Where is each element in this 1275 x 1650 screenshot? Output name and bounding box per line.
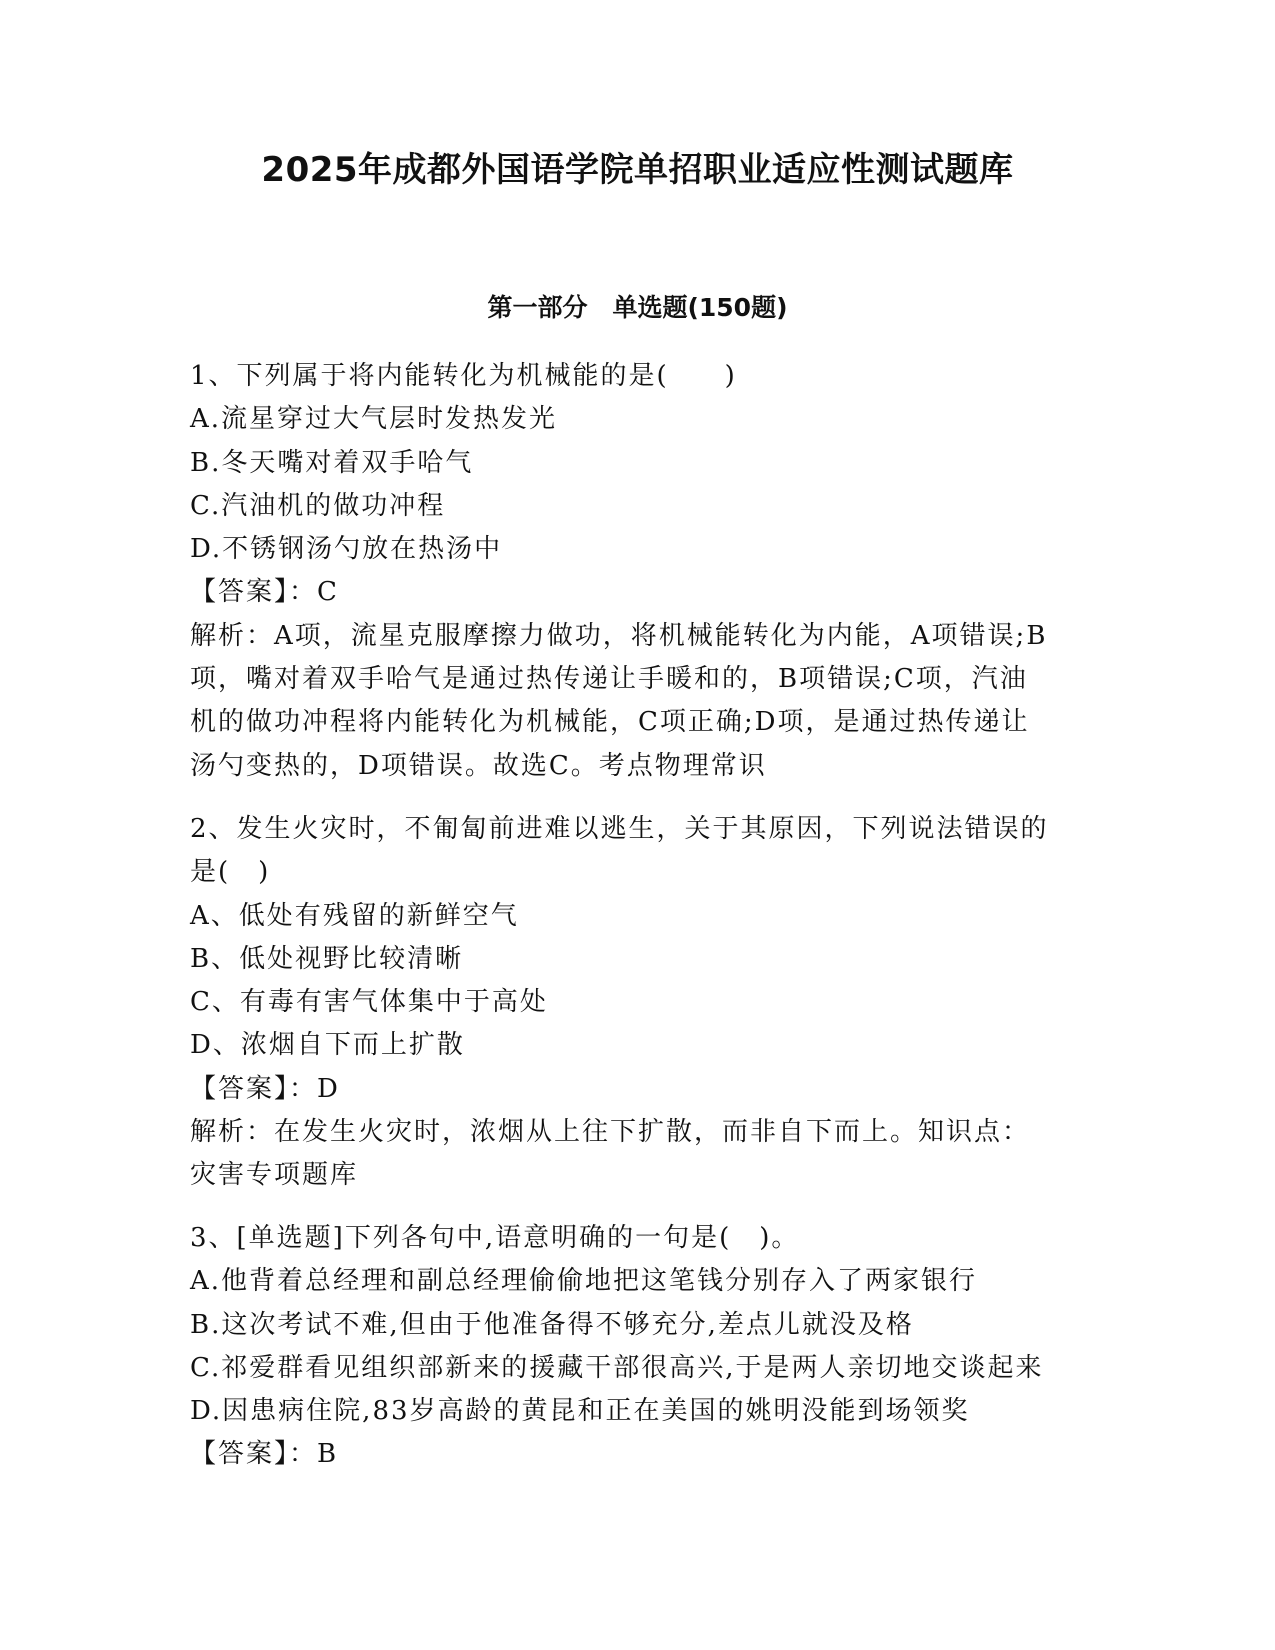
option-b: B、低处视野比较清晰 [190, 943, 464, 974]
option-d: D.不锈钢汤勺放在热汤中 [190, 534, 503, 565]
explanation-line: 汤勺变热的，D项错误。故选C。考点物理常识 [190, 750, 767, 781]
section-heading: 第一部分 单选题(150题) [487, 293, 788, 322]
option-d: D.因患病住院,83岁高龄的黄昆和正在美国的姚明没能到场领奖 [190, 1396, 970, 1427]
explanation-line: 解析：A项，流星克服摩擦力做功，将机械能转化为内能，A项错误;B [190, 620, 1048, 651]
question-2 [190, 808, 1090, 1198]
answer: 【答案】：D [190, 1073, 340, 1104]
question-stem: 是( ) [190, 857, 271, 888]
option-c: C、有毒有害气体集中于高处 [190, 987, 548, 1018]
option-a: A.流星穿过大气层时发热发光 [190, 404, 558, 435]
document-title: 2025年成都外国语学院单招职业适应性测试题库 [261, 150, 1014, 190]
question-stem: 2、发生火灾时，不匍匐前进难以逃生，关于其原因，下列说法错误的 [190, 814, 1049, 844]
answer: 【答案】：C [190, 577, 339, 608]
option-d: D、浓烟自下而上扩散 [190, 1030, 465, 1061]
question-3 [190, 1217, 1090, 1477]
question-stem: 3、[单选题]下列各句中,语意明确的一句是( )。 [190, 1223, 800, 1253]
explanation-line: 解析：在发生火灾时，浓烟从上往下扩散，而非自下而上。知识点： [190, 1117, 1031, 1148]
option-b: B.这次考试不难,但由于他准备得不够充分,差点儿就没及格 [190, 1309, 914, 1340]
option-c: C.祁爱群看见组织部新来的援藏干部很高兴,于是两人亲切地交谈起来 [190, 1352, 1044, 1383]
explanation-line: 机的做功冲程将内能转化为机械能，C项正确;D项，是通过热传递让 [190, 707, 1030, 738]
question-1 [190, 355, 1090, 788]
answer: 【答案】：B [190, 1439, 339, 1470]
question-stem: 1、下列属于将内能转化为机械能的是( ) [190, 361, 737, 391]
option-b: B.冬天嘴对着双手哈气 [190, 447, 474, 478]
option-c: C.汽油机的做功冲程 [190, 490, 446, 521]
explanation-line: 项，嘴对着双手哈气是通过热传递让手暖和的，B项错误;C项，汽油 [190, 664, 1028, 695]
option-a: A.他背着总经理和副总经理偷偷地把这笔钱分别存入了两家银行 [190, 1266, 978, 1297]
option-a: A、低处有残留的新鲜空气 [190, 900, 519, 931]
explanation-line: 灾害专项题库 [190, 1160, 359, 1191]
